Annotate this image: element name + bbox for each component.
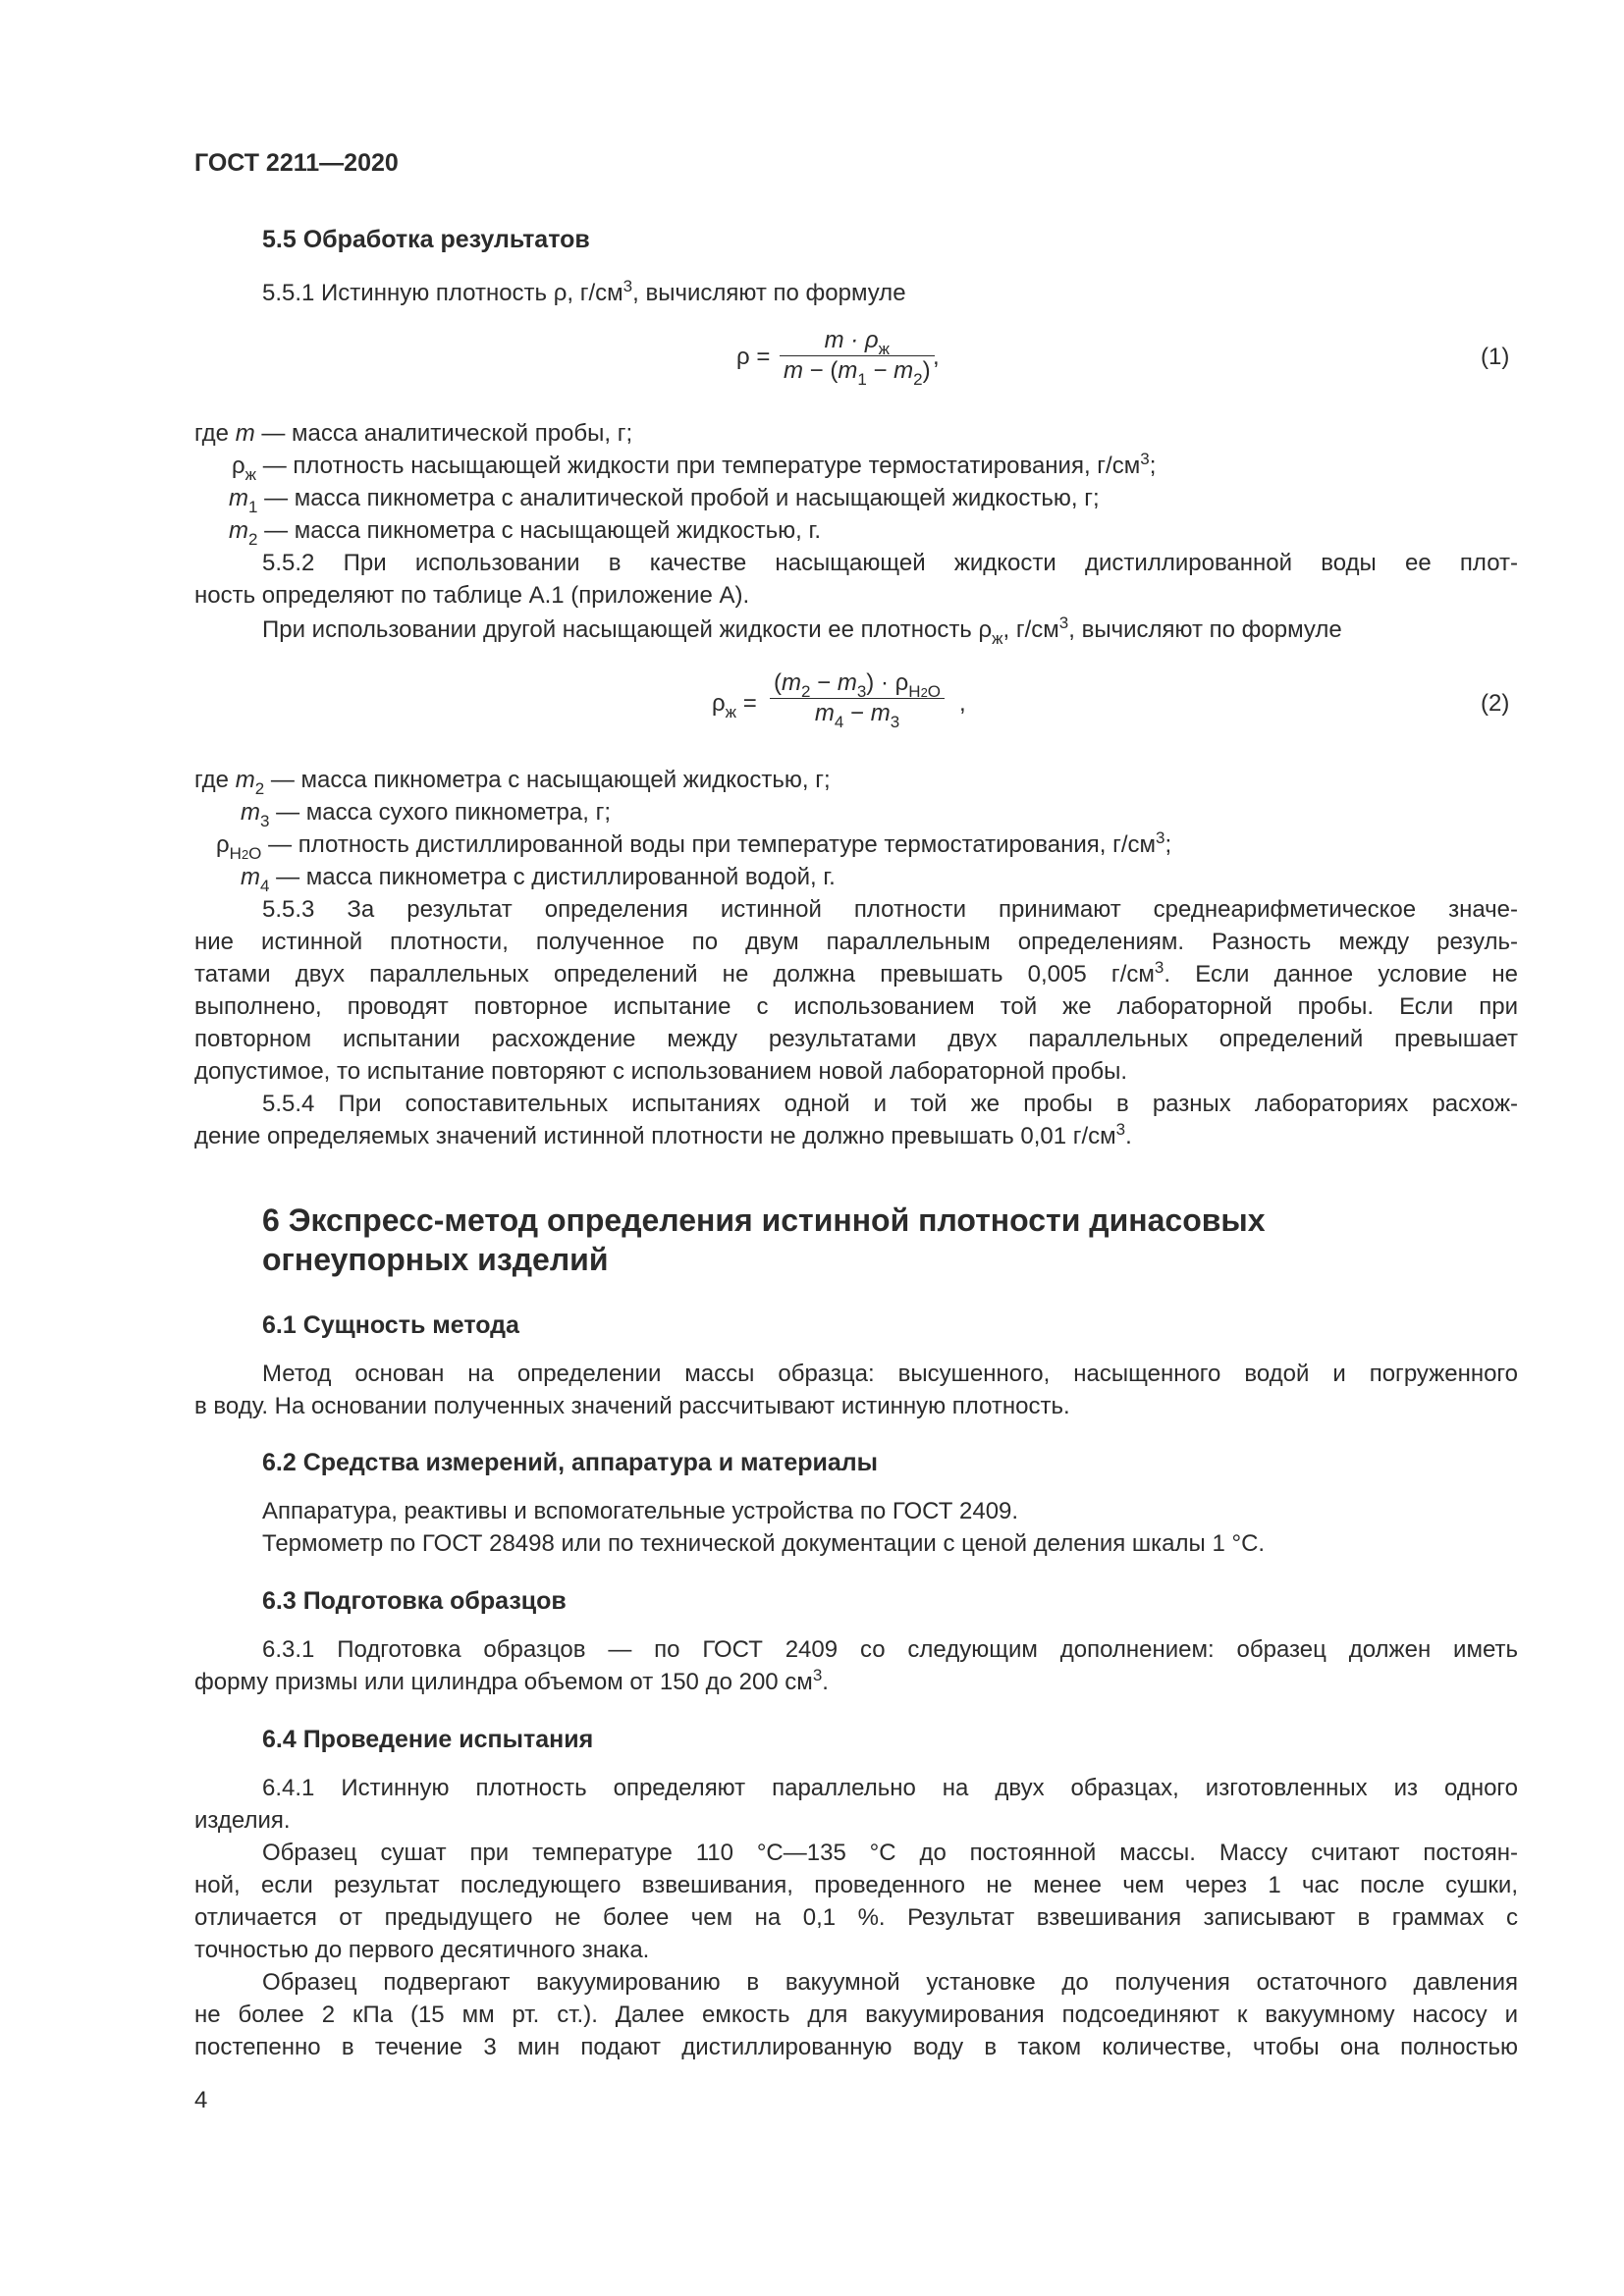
para-5-5-3-line5: повторном испытании расхождение между результатами двух параллельных определений превышает xyxy=(194,1026,1518,1052)
para-5-5-1: 5.5.1 Истинную плотность ρ, $г/см^3$, вычисляют по формуле xyxy=(262,277,906,306)
para-6-4-p2-line2: ной, если результат последующего взвешивания, проведенного не менее чем через 1 час после сушки, xyxy=(194,1872,1518,1898)
para-5-5-2-line2: ность определяют по таблице А.1 (приложение А). xyxy=(194,582,750,609)
where2-m2: где $m_2$ — масса пикнометра с насыщающей жидкостью, г; xyxy=(194,767,831,798)
section-6-2-line1: Аппаратура, реактивы и вспомогательные устройства по ГОСТ 2409. xyxy=(262,1498,1019,1524)
where1-m: где m — масса аналитической пробы, г; xyxy=(194,420,633,447)
formula-2-fraction xyxy=(770,668,945,731)
section-6-1-line1: Метод основан на определении массы образца: высушенного, насыщенного водой и погруженного xyxy=(262,1361,1518,1387)
section-6-1-line2: в воду. На основании полученных значений рассчитывают истинную плотность. xyxy=(194,1393,1070,1419)
formula-1-numerator: $m \cdot \rho_ж$ xyxy=(780,326,935,356)
where2-m4: $m_4$ — масса пикнометра с дистиллированной водой, г. xyxy=(241,864,836,895)
formula-2-denominator: $m_4 - m_3$ xyxy=(814,700,900,731)
section-6-3-line2: форму призмы или цилиндра объемом от 150 до 200 $см^3$. xyxy=(194,1666,829,1695)
para-6-4-p2-line3: отличается от предыдущего не более чем на 0,1 %. Результат взвешивания записывают в граммах с xyxy=(194,1904,1518,1931)
formula-2-tail: , xyxy=(959,690,966,717)
section-6-2-heading: 6.2 Средства измерений, аппаратура и материалы xyxy=(262,1449,879,1476)
section-5-5-heading: 5.5 Обработка результатов xyxy=(262,226,590,253)
section-6-2-line2: Термометр по ГОСТ 28498 или по технической документации с ценой деления шкалы 1 °С. xyxy=(262,1530,1266,1557)
para-5-5-3-line2: ние истинной плотности, полученное по двум параллельным определениям. Разность между резуль- xyxy=(194,929,1518,955)
where1-rho: $\rho_ж$ — плотность насыщающей жидкости при температуре термостатирования, $г/см^3$; xyxy=(232,450,1157,484)
formula-2-lhs: $\rho_ж$ = xyxy=(712,690,757,721)
para-5-5-3-line4: выполнено, проводят повторное испытание с использованием той же лабораторной пробы. Если при xyxy=(194,993,1518,1020)
formula-2-number: (2) xyxy=(1481,690,1510,717)
para-5-5-3-line6: допустимое, то испытание повторяют с использованием новой лабораторной пробы. xyxy=(194,1058,1128,1085)
para-5-5-2-line3: При использовании другой насыщающей жидкости ее плотность $\rho_ж$, $г/см^3$, вычисляют по формуле xyxy=(262,614,1342,648)
where2-m3: $m_3$ — масса сухого пикнометра, г; xyxy=(241,799,611,830)
para-6-4-p2-line1: Образец сушат при температуре 110 °С—135 °С до постоянной массы. Массу считают постоян- xyxy=(262,1840,1518,1866)
section-6-3-line1: 6.3.1 Подготовка образцов — по ГОСТ 2409 со следующим дополнением: образец должен иметь xyxy=(262,1636,1518,1663)
para-6-4-1-line2: изделия. xyxy=(194,1807,291,1834)
page-number: 4 xyxy=(194,2087,208,2113)
formula-1-fraction xyxy=(780,326,935,389)
para-5-5-4-line2: дение определяемых значений истинной плотности не должно превышать 0,01 $г/см^3$. xyxy=(194,1120,1132,1149)
where1-m1: $m_1$ — масса пикнометра с аналитической пробой и насыщающей жидкостью, г; xyxy=(229,485,1100,516)
where1-m2: $m_2$ — масса пикнометра с насыщающей жидкостью, г. xyxy=(229,517,821,549)
para-6-4-p3-line1: Образец подвергают вакуумированию в вакуумной установке до получения остаточного давления xyxy=(262,1969,1518,1996)
para-6-4-1-line1: 6.4.1 Истинную плотность определяют параллельно на двух образцах, изготовленных из одного xyxy=(262,1775,1518,1801)
para-5-5-2-line1: 5.5.2 При использовании в качестве насыщающей жидкости дистиллированной воды ее плот- xyxy=(262,550,1518,576)
para-6-4-p3-line2: не более 2 кПа (15 мм рт. ст.). Далее емкость для вакуумирования подсоединяют к вакуумному насосу и xyxy=(194,2002,1518,2028)
document-id: ГОСТ 2211—2020 xyxy=(194,149,399,177)
formula-1-number: (1) xyxy=(1481,344,1510,370)
formula-1-lhs: ρ = xyxy=(736,344,771,370)
formula-2-numerator: $(m_2 - m_3) \cdot \rho_{H2O}$ xyxy=(770,668,945,699)
section-6-3-heading: 6.3 Подготовка образцов xyxy=(262,1587,567,1615)
where2-rho-h2o: $\rho_{H2O}$ — плотность дистиллированной воды при температуре термостатирования, $г/см^3$; xyxy=(216,828,1172,863)
formula-1-tail: , xyxy=(933,344,940,370)
section-6-title-line2: огнеупорных изделий xyxy=(262,1242,609,1277)
para-6-4-p2-line4: точностью до первого десятичного знака. xyxy=(194,1937,650,1963)
section-6-title-line1: 6 Экспресс-метод определения истинной плотности динасовых xyxy=(262,1202,1266,1238)
section-6-4-heading: 6.4 Проведение испытания xyxy=(262,1726,594,1753)
para-5-5-3-line1: 5.5.3 За результат определения истинной плотности принимают среднеарифметическое значе- xyxy=(262,896,1518,923)
para-6-4-p3-line3: постепенно в течение 3 мин подают дистиллированную воду в таком количестве, чтобы она полностью xyxy=(194,2034,1518,2060)
formula-1-denominator: $m - (m_1 - m_2)$ xyxy=(784,357,931,389)
para-5-5-4-line1: 5.5.4 При сопоставительных испытаниях одной и той же пробы в разных лабораториях расхож- xyxy=(262,1091,1518,1117)
para-5-5-3-line3: татами двух параллельных определений не должна превышать 0,005 $г/см^3$. Если данное условие не xyxy=(194,958,1518,988)
section-6-1-heading: 6.1 Сущность метода xyxy=(262,1311,519,1339)
